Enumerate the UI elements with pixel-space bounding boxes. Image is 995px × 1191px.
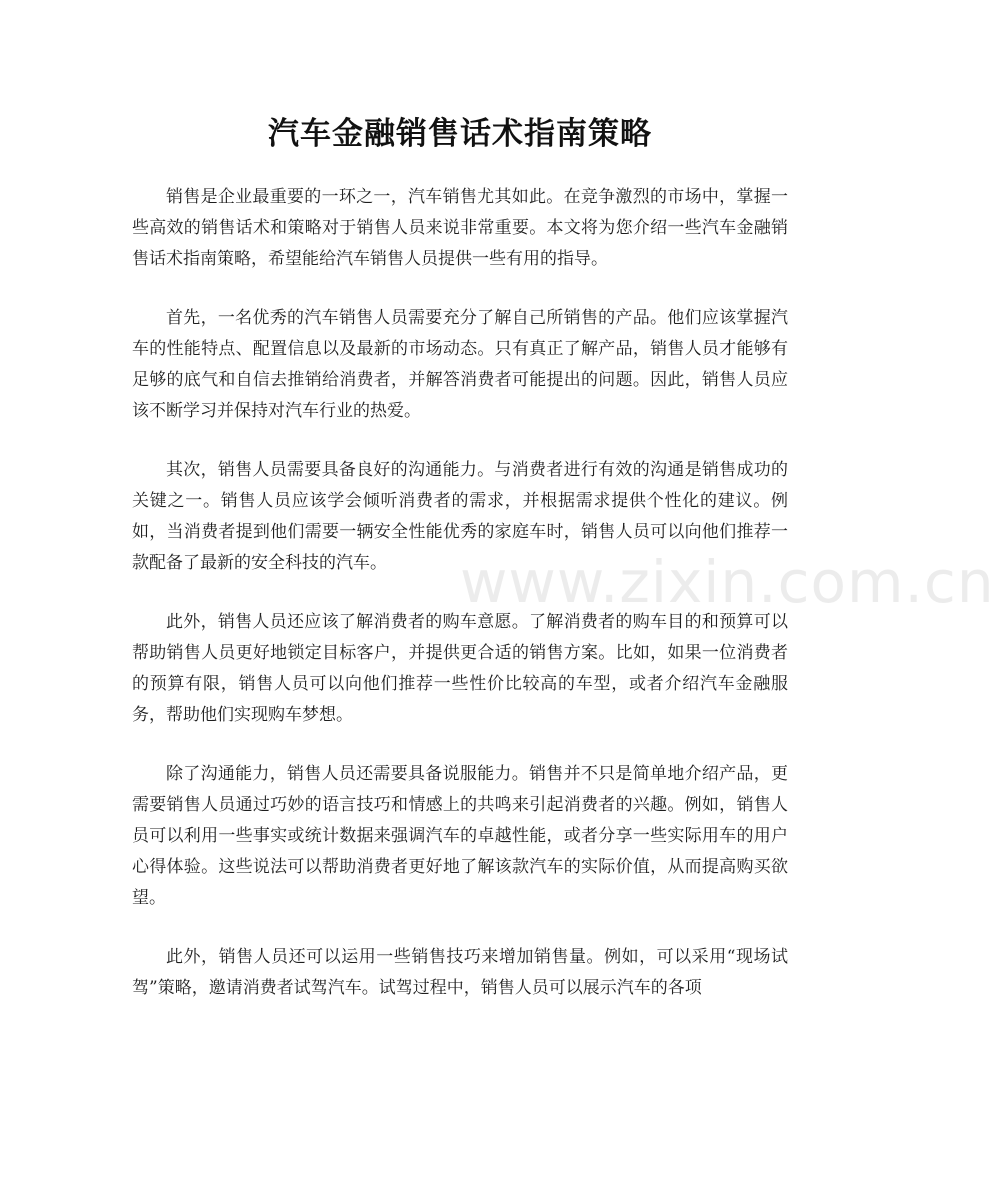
paragraph-6: 此外，销售人员还可以运用一些销售技巧来增加销售量。例如，可以采用“现场试驾”策略，邀请消费者试驾汽车。试驾过程中，销售人员可以展示汽车的各项 — [132, 947, 788, 998]
paragraph-5: 除了沟通能力，销售人员还需要具备说服能力。销售并不只是简单地介绍产品，更需要销售人员通过巧妙的语言技巧和情感上的共鸣来引起消费者的兴趣。例如，销售人员可以利用一些事实或统计数据来强调汽车的卓越性能，或者分享一些实际用车的用户心得体验。这些说法可以帮助消费者更好地了解该款汽车的实际价值，从而提高购买欲望。 — [132, 764, 788, 908]
paragraph-1: 销售是企业最重要的一环之一，汽车销售尤其如此。在竞争激烈的市场中，掌握一些高效的销售话术和策略对于销售人员来说非常重要。本文将为您介绍一些汽车金融销售话术指南策略，希望能给汽车销售人员提供一些有用的指导。 — [132, 187, 788, 269]
paragraph-2: 首先，一名优秀的汽车销售人员需要充分了解自己所销售的产品。他们应该掌握汽车的性能特点、配置信息以及最新的市场动态。只有真正了解产品，销售人员才能够有足够的底气和自信去推销给消费者，并解答消费者可能提出的问题。因此，销售人员应该不断学习并保持对汽车行业的热爱。 — [132, 308, 788, 421]
document-title: 汽车金融销售话术指南策略 — [268, 116, 652, 152]
paragraph-4: 此外，销售人员还应该了解消费者的购车意愿。了解消费者的购车目的和预算可以帮助销售人员更好地锁定目标客户，并提供更合适的销售方案。比如，如果一位消费者的预算有限，销售人员可以向他们推荐一些性价比较高的车型，或者介绍汽车金融服务，帮助他们实现购车梦想。 — [132, 612, 788, 725]
document-body — [132, 182, 788, 1032]
paragraph-3: 其次，销售人员需要具备良好的沟通能力。与消费者进行有效的沟通是销售成功的关键之一。销售人员应该学会倾听消费者的需求，并根据需求提供个性化的建议。例如，当消费者提到他们需要一辆安全性能优秀的家庭车时，销售人员可以向他们推荐一款配备了最新的安全科技的汽车。 — [132, 460, 788, 573]
watermark: www.zixin.com.cn — [460, 548, 995, 616]
